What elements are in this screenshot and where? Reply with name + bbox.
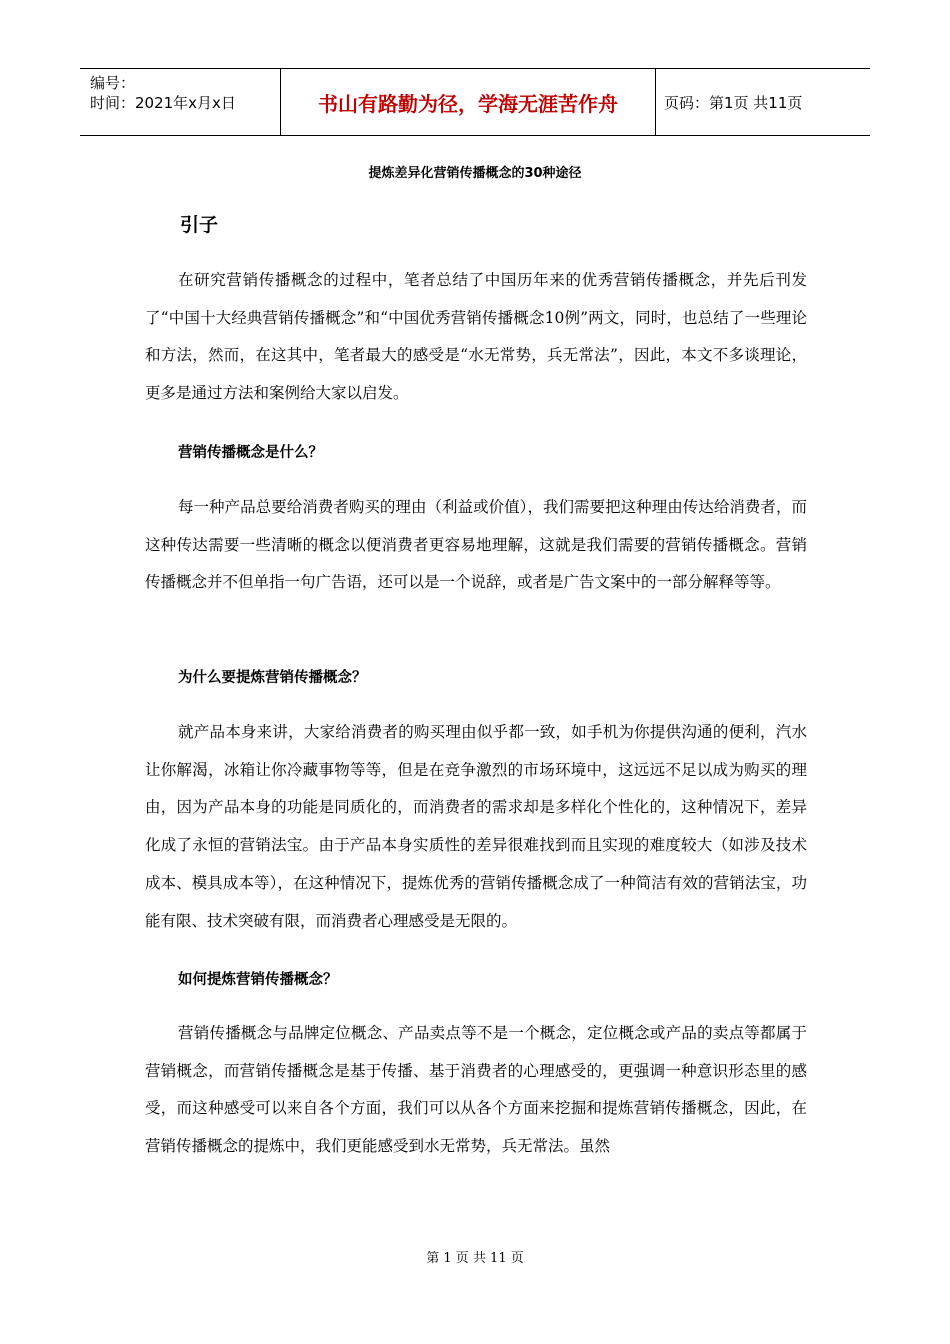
number-label: 编号： <box>90 74 136 92</box>
section-paragraph-how: 营销传播概念与品牌定位概念、产品卖点等不是一个概念，定位概念或产品的卖点等都属于营销概念，而营销传播概念是基于传播、基于消费者的心理感受的，更强调一种意识形态里的感受，而这种感受可以来自各个方面，我们可以从各个方面来挖掘和提炼营销传播概念，因此，在营销传播概念的提炼中，我们更能感受到水无常势，兵无常法。虽然 <box>145 1024 807 1156</box>
section-paragraph-what: 每一种产品总要给消费者购买的理由（利益或价值），我们需要把这种理由传达给消费者，而这种传达需要一些清晰的概念以便消费者更容易地理解，这就是我们需要的营销传播概念。营销传播概念并不但单指一句广告语，还可以是一个说辞，或者是广告文案中的一部分解释等等。 <box>145 498 807 592</box>
page-footer: 第 1 页 共 11 页 <box>426 1251 524 1266</box>
intro-paragraph: 在研究营销传播概念的过程中，笔者总结了中国历年来的优秀营销传播概念，并先后刊发了“中国十大经典营销传播概念”和“中国优秀营销传播概念10例”两文，同时，也总结了一些理论和方法，然而，在这其中，笔者最大的感受是“水无常势，兵无常法”，因此，本文不多谈理论，更多是通过方法和案例给大家以启发。 <box>145 271 807 403</box>
header-page-info: 页码：第1页 共11页 <box>664 93 803 112</box>
section-heading-how: 如何提炼营销传播概念？ <box>178 972 338 988</box>
header-meta <box>80 69 280 135</box>
document-title: 提炼差异化营销传播概念的30种途径 <box>368 166 582 181</box>
section-paragraph-why: 就产品本身来讲，大家给消费者的购买理由似乎都一致，如手机为你提供沟通的便利，汽水让你解渴，冰箱让你冷藏事物等等，但是在竞争激烈的市场环境中，这远远不足以成为购买的理由，因为产品本身的功能是同质化的，而消费者的需求却是多样化个性化的，这种情况下，差异化成了永恒的营销法宝。由于产品本身实质性的差异很难找到而且实现的难度较大（如涉及技术成本、模具成本等），在这种情况下，提炼优秀的营销传播概念成了一种简洁有效的营销法宝，功能有限、技术突破有限，而消费者心理感受是无限的。 <box>145 723 807 930</box>
page-header <box>80 68 870 136</box>
intro-heading: 引子 <box>180 214 219 236</box>
header-motto: 书山有路勤为径，学海无涯苦作舟 <box>280 69 656 135</box>
section-heading-why: 为什么要提炼营销传播概念？ <box>178 670 367 686</box>
section-heading-what: 营销传播概念是什么？ <box>178 445 323 461</box>
date-label: 时间：2021年x月x日 <box>90 94 236 112</box>
